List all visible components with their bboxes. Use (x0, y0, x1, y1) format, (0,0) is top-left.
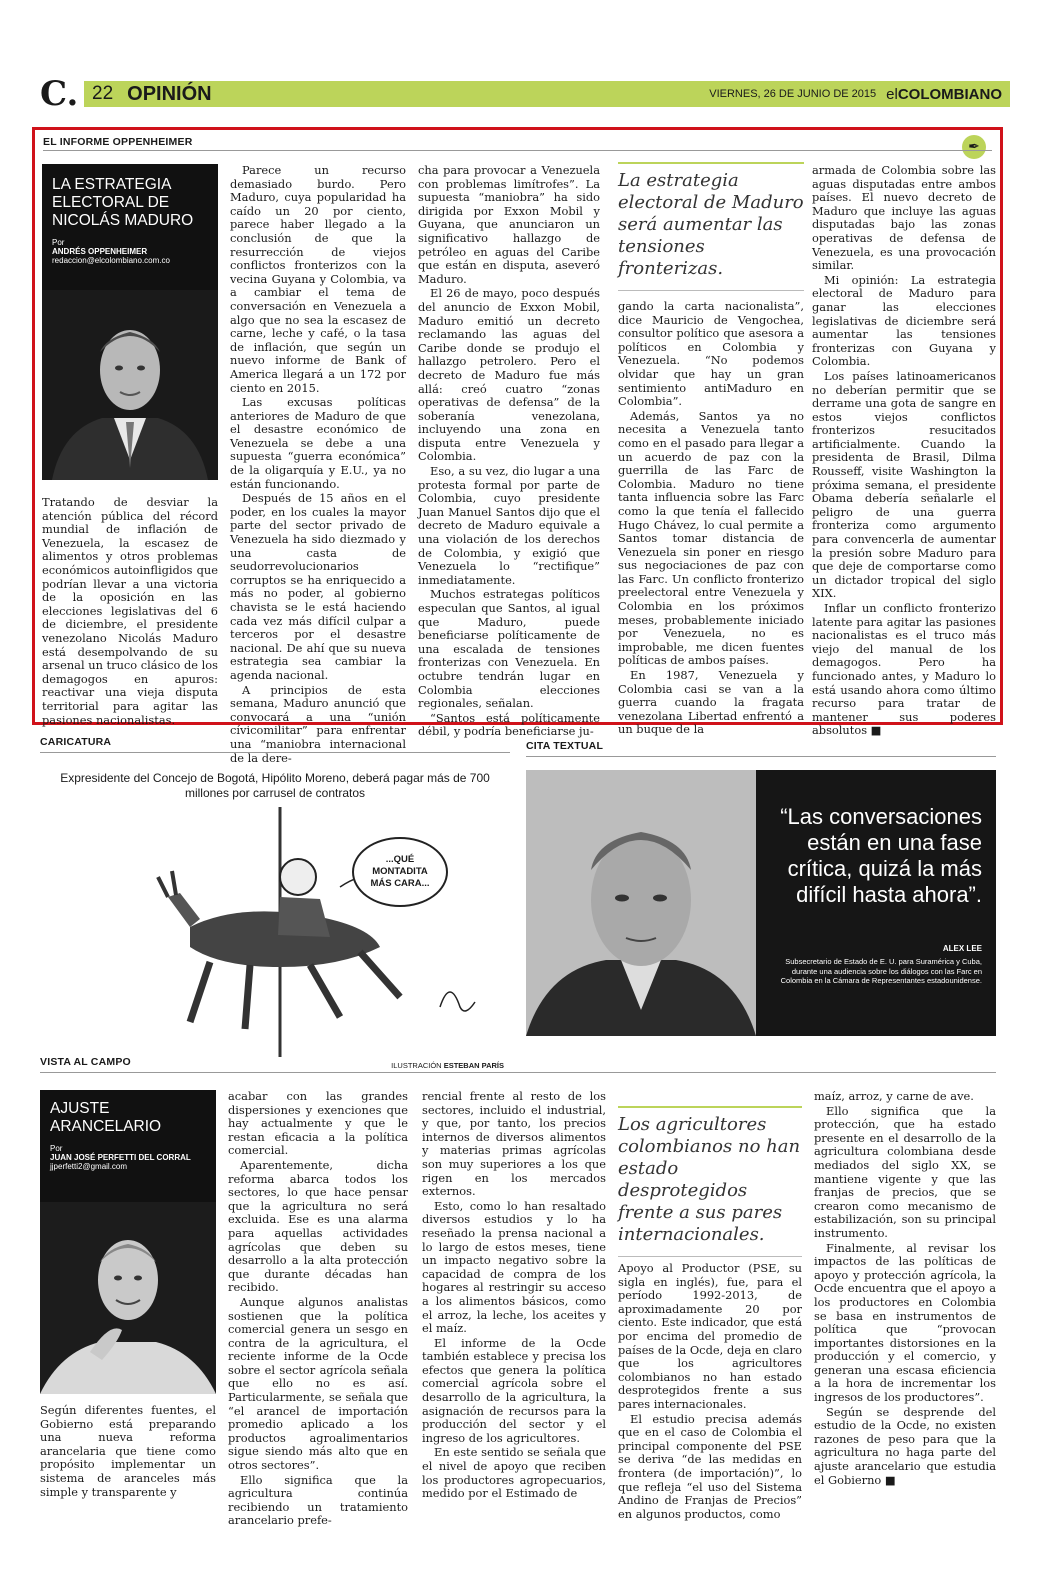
author-email: redaccion@elcolombiano.com.co (52, 256, 170, 265)
author-name: ANDRÉS OPPENHEIMER (52, 247, 148, 256)
paragraph: Apoyo al Productor (PSE, su sigla en inglés), fue, para el período 1992-2013, de aproximadamente 20 por ciento. Este indicador, que está por encima del promedio de países de la Ocde, deja en claro que los agricultores colombianos no han estado desprotegidos frente a sus pares internacionales. (618, 1261, 802, 1411)
header-text (40, 1090, 216, 1171)
pull-quote: Los agricultores colombianos no han estado desprotegidos frente a sus pares internacionales. (618, 1106, 802, 1257)
quote-attribution (766, 944, 982, 986)
paragraph: Según diferentes fuentes, el Gobierno está preparando una nueva reforma arancelaria que tiene como propósito implementar un sistema de aranceles más simple y transparente y (40, 1403, 216, 1499)
kicker-rule (40, 752, 510, 753)
article-title: AJUSTE ARANCELARIO (50, 1100, 162, 1135)
illustration-credit: ILUSTRACIÓN ESTEBAN PARÍS (391, 1061, 504, 1070)
article-column-2 (230, 163, 406, 765)
author-portrait (42, 290, 218, 480)
paragraph: maíz, arroz, y carne de ave. (814, 1089, 974, 1103)
quote-box (526, 770, 996, 1036)
author-email: jjperfetti2@gmail.com (50, 1162, 128, 1171)
column-header-box (42, 164, 218, 480)
paragraph: A principios de esta semana, Maduro anunció que convocará a una “unión cívicomilitar” para enfrentar una “maniobra internacional de la dere- (230, 682, 406, 765)
cartoon-illustration (40, 807, 510, 1057)
paragraph: Aunque algunos analistas sostienen que la política comercial genera un sesgo en contra de la agricultura, el reciente informe de la Ocde sobre el sector agrícola señala que ello no es así. Particularmente, se señala que “el arancel de importación promedio aplicado a los productos agroalimentarios sigue siendo más alto que en otros sectores”. (228, 1294, 408, 1473)
paragraph: Parece un recurso demasiado burdo. Pero Maduro, cuya popularidad ha caído un 20 por ciento, parece haber llegado a la conclusión de que la resurrección de viejos conflictos fronterizos con la vecina Guyana y Colombia, va a cambiar el tema de conversación en Venezuela a algo que no sea la escasez de carne, leche y café, o la tasa de inflación, que según un nuevo informe de Bank of America llegará a un 172 por ciento en 2015. (230, 163, 406, 395)
section-bar (84, 81, 1010, 107)
article-column-1 (40, 1404, 216, 1524)
paragraph: Eso, a su vez, dio lugar a una protesta formal por parte de Colombia, cuyo presidente Juan Manuel Santos dijo que el decreto de Maduro equivale a una violación de los derechos de Colombia, y exigió que Venezuela lo “rectifique” inmediatamente. (418, 464, 600, 587)
paragraph: El estudio precisa además que en el caso de Colombia el principal componente del PSE se deriva “de las medidas en frontera (de importación)”, lo que refleja “el uso del Sistema Andino de Franjas de Precios” en algunos productos, como (618, 1411, 802, 1521)
paragraph: Mi opinión: La estrategia electoral de Maduro para ganar las elecciones legislativas de diciembre será aumentar las tensiones fronterizas con Guyana y Colombia. (812, 272, 996, 369)
paragraph: armada de Colombia sobre las aguas disputadas entre ambos países. El nuevo decreto de Maduro que incluye las aguas disputadas bajo las zonas operativas de defensa de Venezuela, es una provocación similar. (812, 163, 996, 273)
masthead-right (709, 86, 1010, 103)
paragraph: En 1987, Venezuela y Colombia casi se van a la guerra cuando la fragata venezolana Libertad enfrentó a un buque de la (618, 668, 804, 737)
speaker-name: ALEX LEE (942, 944, 982, 953)
header-text (42, 164, 218, 265)
section-kicker: CITA TEXTUAL (526, 740, 604, 752)
article-column-4 (618, 1262, 802, 1530)
paragraph: Los países latinoamericanos no deberían permitir que se derrame una gota de sangre en estos viejos conflictos fronterizos resucitados artificialmente. Cuando la presidenta de Brasil, Dilma Rousseff, visite Washington la próxima semana, el presidente Obama debería señalarle el peligro de una guerra fronteriza como argumento para convencerla de aumentar la presión sobre Maduro para que deje de comportarse como un dictador tropical del siglo XIX. (812, 368, 996, 601)
paragraph: Muchos estrategas políticos especulan que Santos, al igual que Maduro, puede beneficiarse políticamente de una escalada de tensiones fronterizas con Venezuela. En octubre tendrán lugar en Colombia elecciones regionales, señalan. (418, 587, 600, 711)
paragraph: “Santos está políticamente débil, y podría beneficiarse ju- (418, 710, 600, 739)
paragraph: Esto, como lo han resaltado diversos estudios y lo ha reseñado la prensa nacional a lo largo de estos meses, tiene un impacto negativo sobre la capacidad de compra de los hogares al restringir su acceso a los alimentos básicos, como el arroz, la leche, los aceites y el maíz. (422, 1198, 606, 1336)
kicker-rule (526, 756, 996, 757)
paragraph: Ello significa que la protección, que ha estado presente en el desarrollo de la agricultura colombiana desde mediados del siglo XX, se mantiene vigente y que las franjas de precios, que se crearon como mecanismo de estabilización, son su principal instrumento. (814, 1103, 996, 1240)
column-header-box (40, 1090, 216, 1394)
paragraph: Tratando de desviar la atención pública del récord mundial de inflación de Venezuela, la escasez de alimentos y otros problemas económicos autoinfligidos que podrían llevar a una victoria de la oposición en las elecciones legislativas del 6 de diciembre, el presidente venezolano Nicolás Maduro está desempolvando de su arsenal un truco clásico de los demagogos en apuros: reactivar una vieja disputa territorial para agitar las pasiones nacionalistas. (42, 495, 218, 727)
pull-quote: La estrategia electoral de Maduro será aumentar las tensiones fronterizas. (618, 162, 804, 291)
section-kicker: VISTA AL CAMPO (40, 1056, 131, 1068)
paragraph: Además, Santos ya no necesita a Venezuela tanto como en el pasado para llegar a un acuerdo de paz con la guerrilla de las Farc de Colombia. Maduro no tiene tanta influencia sobre las Farc como la que tenía el fallecido Hugo Chávez, lo cual permite a Santos tomar distancia de Venezuela sin poner en riesgo sus negociaciones de paz con las Farc. Un conflicto fronterizo preelectoral entre Venezuela y Colombia en los próximos meses, probablemente iniciado por Venezuela, no es improbable, me dicen fuentes políticas de ambos países. (618, 408, 804, 668)
paragraph: Aparentemente, dicha reforma abarca todos los sectores, lo que hace pensar que la agricultura no será excluida. Ese es una alarma para aquellas actividades agrícolas que deben su desarrollo a la alta protección que durante décadas han recibido. (228, 1157, 408, 1295)
paragraph: Según se desprende del estudio de la Ocde, no existen razones de peso para que la agricultura no haga parte del ajuste arancelario que estudia el Gobierno ■ (814, 1404, 996, 1487)
article-column-1 (42, 495, 218, 727)
paragraph: Ello significa que la agricultura continúa recibiendo un tratamiento arancelario prefe- (228, 1472, 408, 1528)
paragraph: En este sentido se señala que el nivel de apoyo que reciben los productores agropecuarios, medido por el Estimado de (422, 1445, 606, 1501)
article-column-5 (814, 1090, 996, 1530)
paragraph: rencial frente al resto de los sectores, incluido el industrial, y que, por tanto, los precios internos de diversos alimentos y materias primas agrícolas son muy superiores a los que rigen en los mercados externos. (422, 1089, 606, 1199)
speech-bubble: ...QUÉ MONTADITA MÁS CARA... (352, 837, 448, 907)
article-title: LA ESTRATEGIA ELECTORAL DE NICOLÁS MADURO (52, 176, 194, 229)
author-name: JUAN JOSÉ PERFETTI DEL CORRAL (50, 1153, 191, 1162)
article-column-4 (618, 299, 804, 737)
paragraph: Las excusas políticas anteriores de Maduro de que el desastre económico de Venezuela se debe a una supuesta “guerra económica” de la oligarquía y E.U., ya no están funcionando. (230, 395, 406, 491)
kicker-rule (40, 1072, 996, 1073)
pen-icon: ✒ (962, 135, 986, 159)
article-column-5 (812, 163, 996, 738)
paragraph: cha para provocar a Venezuela con problemas limítrofes”. La supuesta “maniobra” ha sido dirigida por Exxon Mobil y Guyana, que anunciaron un significativo hallazgo de petróleo en aguas del Caribe que están en disputa, aseveró Maduro. (418, 163, 600, 286)
paragraph: gando la carta nacionalista”, dice Mauricio de Vengochea, consultor político que asesora a políticos en Colombia y Venezuela. “No podemos olvidar que hay un gran sentimiento antiMaduro en Colombia”. (618, 299, 804, 409)
speaker-description: Subsecretario de Estado de E. U. para Suramérica y Cuba, durante una audiencia sobre los diálogos con las Farc en Colombia en la Cámara de Representantes estadounidense. (780, 957, 982, 985)
paper-name: elCOLOMBIANO (886, 85, 1002, 103)
article-column-3 (418, 163, 600, 739)
quote-section (526, 740, 996, 757)
masthead (40, 74, 1010, 114)
byline-prefix: Por (50, 1144, 63, 1153)
paragraph: Después de 15 años en el poder, en los cuales la mayor parte del sector privado de Venezuela ha sido diezmado y una casta de seudorrevolucionarios corruptos se ha enriquecido a más no poder, al gobierno chavista se le está haciendo cada vez más difícil culpar a terceros por el desastre nacional. De ahí que su nueva estrategia sea cambiar la agenda nacional. (230, 491, 406, 682)
author-portrait (40, 1202, 216, 1394)
section-kicker: EL INFORME OPPENHEIMER (43, 136, 193, 148)
article-column-2 (228, 1090, 408, 1530)
byline-prefix: Por (52, 238, 65, 247)
speaker-portrait (526, 770, 756, 1036)
kicker-rule (43, 150, 992, 151)
paragraph: Finalmente, al revisar los impactos de las políticas de apoyo y protección agrícola, la Ocde encuentra que el apoyo a los productores en Colombia se basa en instrumentos de política que “provocan importantes distorsiones en la producción y el comercio, y generan una escasa eficiencia a la hora de incrementar los ingresos de los productores”. (814, 1240, 996, 1405)
vista-section-header (40, 1056, 996, 1073)
paragraph: El 26 de mayo, poco después del anuncio de Exxon Mobil, Maduro emitió un decreto reclamando las aguas del Caribe donde se produjo el hallazgo petrolero. Pero el decreto de Maduro fue más allá: creó cuatro “zonas operativas de defensa” de la soberanía venezolana, incluyendo una zona en disputa entre Venezuela y Colombia. (418, 286, 600, 464)
paragraph: Inflar un conflicto fronterizo latente para agitar las pasiones nacionalistas es el truco más viejo del manual de los demagogos. Pero ha funcionado antes, y Maduro lo está usando ahora como último recurso para tratar de mantener sus poderes absolutos ■ (812, 601, 996, 738)
issue-date: VIERNES, 26 DE JUNIO DE 2015 (709, 88, 877, 100)
page-number: 22 (92, 83, 114, 104)
paragraph: acabar con las grandes dispersiones y exenciones que hay actualmente y que le restan eficacia a la política comercial. (228, 1089, 408, 1158)
cartoon-caption: Expresidente del Concejo de Bogotá, Hipólito Moreno, deberá pagar más de 700 millones por carrusel de contratos (60, 771, 490, 800)
article-column-3 (422, 1090, 606, 1530)
section-kicker: CARICATURA (40, 736, 112, 748)
section-name: OPINIÓN (127, 82, 212, 105)
paragraph: El informe de la Ocde también establece y precisa los efectos que genera la política comercial agrícola sobre el desarrollo de la agricultura, la asignación de recursos para la producción del sector y el ingreso de los agricultores. (422, 1335, 606, 1445)
quote-text: “Las conversaciones están en una fase crítica, quizá la más difícil hasta ahora”. (780, 804, 982, 907)
newspaper-logo: C. (40, 74, 79, 114)
